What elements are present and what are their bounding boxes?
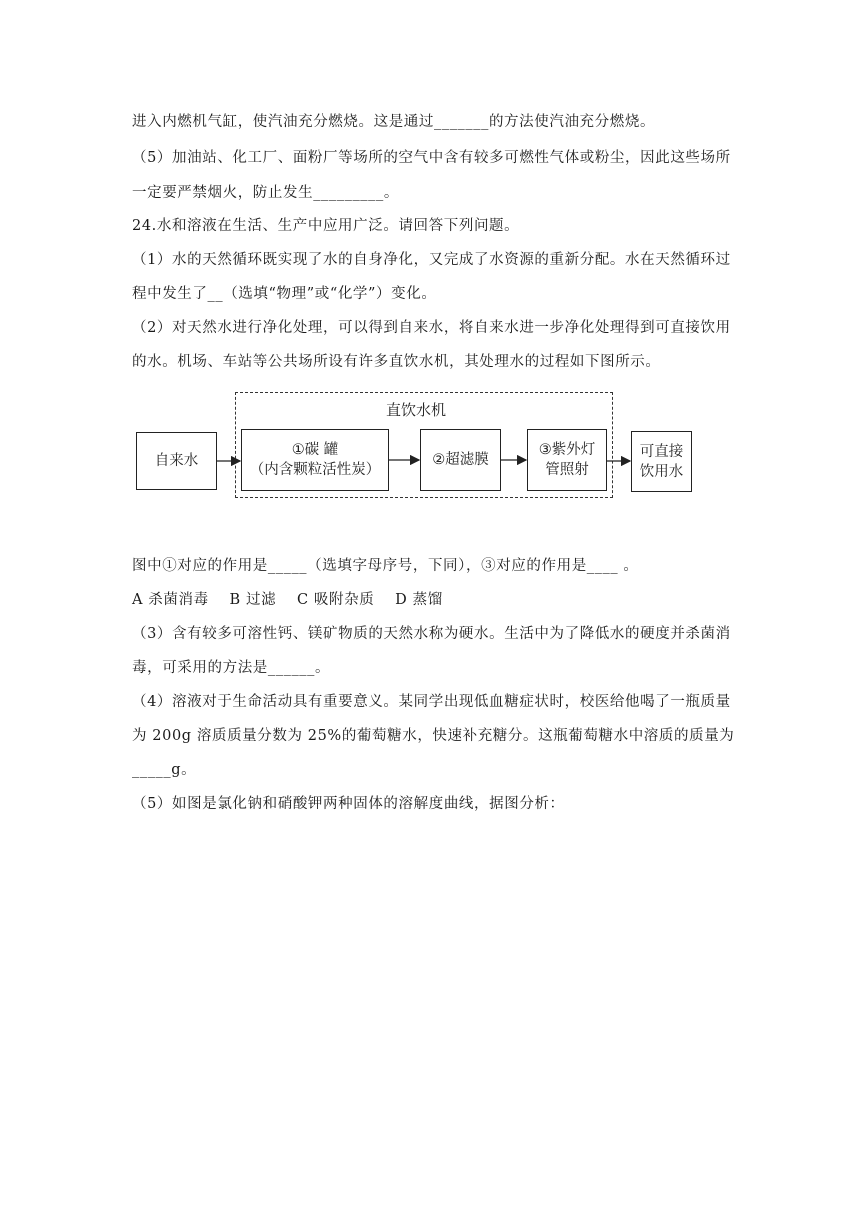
- box-carbon-tank: ①碳 罐 （内含颗粒活性炭）: [241, 429, 389, 491]
- text-line-7: （2）对天然水进行净化处理，可以得到自来水，将自来水进一步净化处理得到可直接饮用: [132, 320, 731, 336]
- box-uv-lamp: ③紫外灯 管照射: [527, 429, 607, 491]
- text-line-14: 为 200g 溶质质量分数为 25%的葡萄糖水，快速补充糖分。这瓶葡萄糖水中溶质的质量为: [132, 728, 735, 744]
- text-line-15: _____g。: [132, 762, 197, 778]
- answer-options: A 杀菌消毒 B 过滤 C 吸附杂质 D 蒸馏: [132, 592, 443, 608]
- text-line-2: （5）加油站、化工厂、面粉厂等场所的空气中含有较多可燃性气体或粉尘，因此这些场所: [132, 150, 731, 166]
- text-line-9: 图中①对应的作用是_____（选填字母序号，下同），③对应的作用是____ 。: [132, 558, 639, 574]
- text-line-8: 的水。机场、车站等公共场所设有许多直饮水机，其处理水的过程如下图所示。: [132, 354, 661, 370]
- box-ultrafiltration: ②超滤膜: [420, 429, 501, 491]
- purifier-title: 直饮水机: [386, 401, 447, 419]
- box-drinkable-water: 可直接 饮用水: [631, 431, 692, 492]
- box-tap-water: 自来水: [136, 432, 217, 490]
- text-line-5: （1）水的天然循环既实现了水的自身净化，又完成了水资源的重新分配。水在天然循环过: [132, 252, 731, 268]
- text-line-11: （3）含有较多可溶性钙、镁矿物质的天然水称为硬水。生活中为了降低水的硬度并杀菌消: [132, 626, 731, 642]
- text-line-13: （4）溶液对于生命活动具有重要意义。某同学出现低血糖症状时，校医给他喝了一瓶质量: [132, 694, 731, 710]
- question-24-heading: 24.水和溶液在生活、生产中应用广泛。请回答下列问题。: [132, 218, 520, 234]
- text-line-16: （5）如图是氯化钠和硝酸钾两种固体的溶解度曲线，据图分析：: [132, 796, 565, 812]
- text-line-12: 毒，可采用的方法是______。: [132, 660, 331, 676]
- text-line-3: 一定要严禁烟火，防止发生_________。: [132, 185, 399, 201]
- text-line-1: 进入内燃机气缸，使汽油充分燃烧。这是通过_______的方法使汽油充分燃烧。: [132, 114, 656, 130]
- text-line-6: 程中发生了__（选填“物理”或“化学”）变化。: [132, 286, 437, 302]
